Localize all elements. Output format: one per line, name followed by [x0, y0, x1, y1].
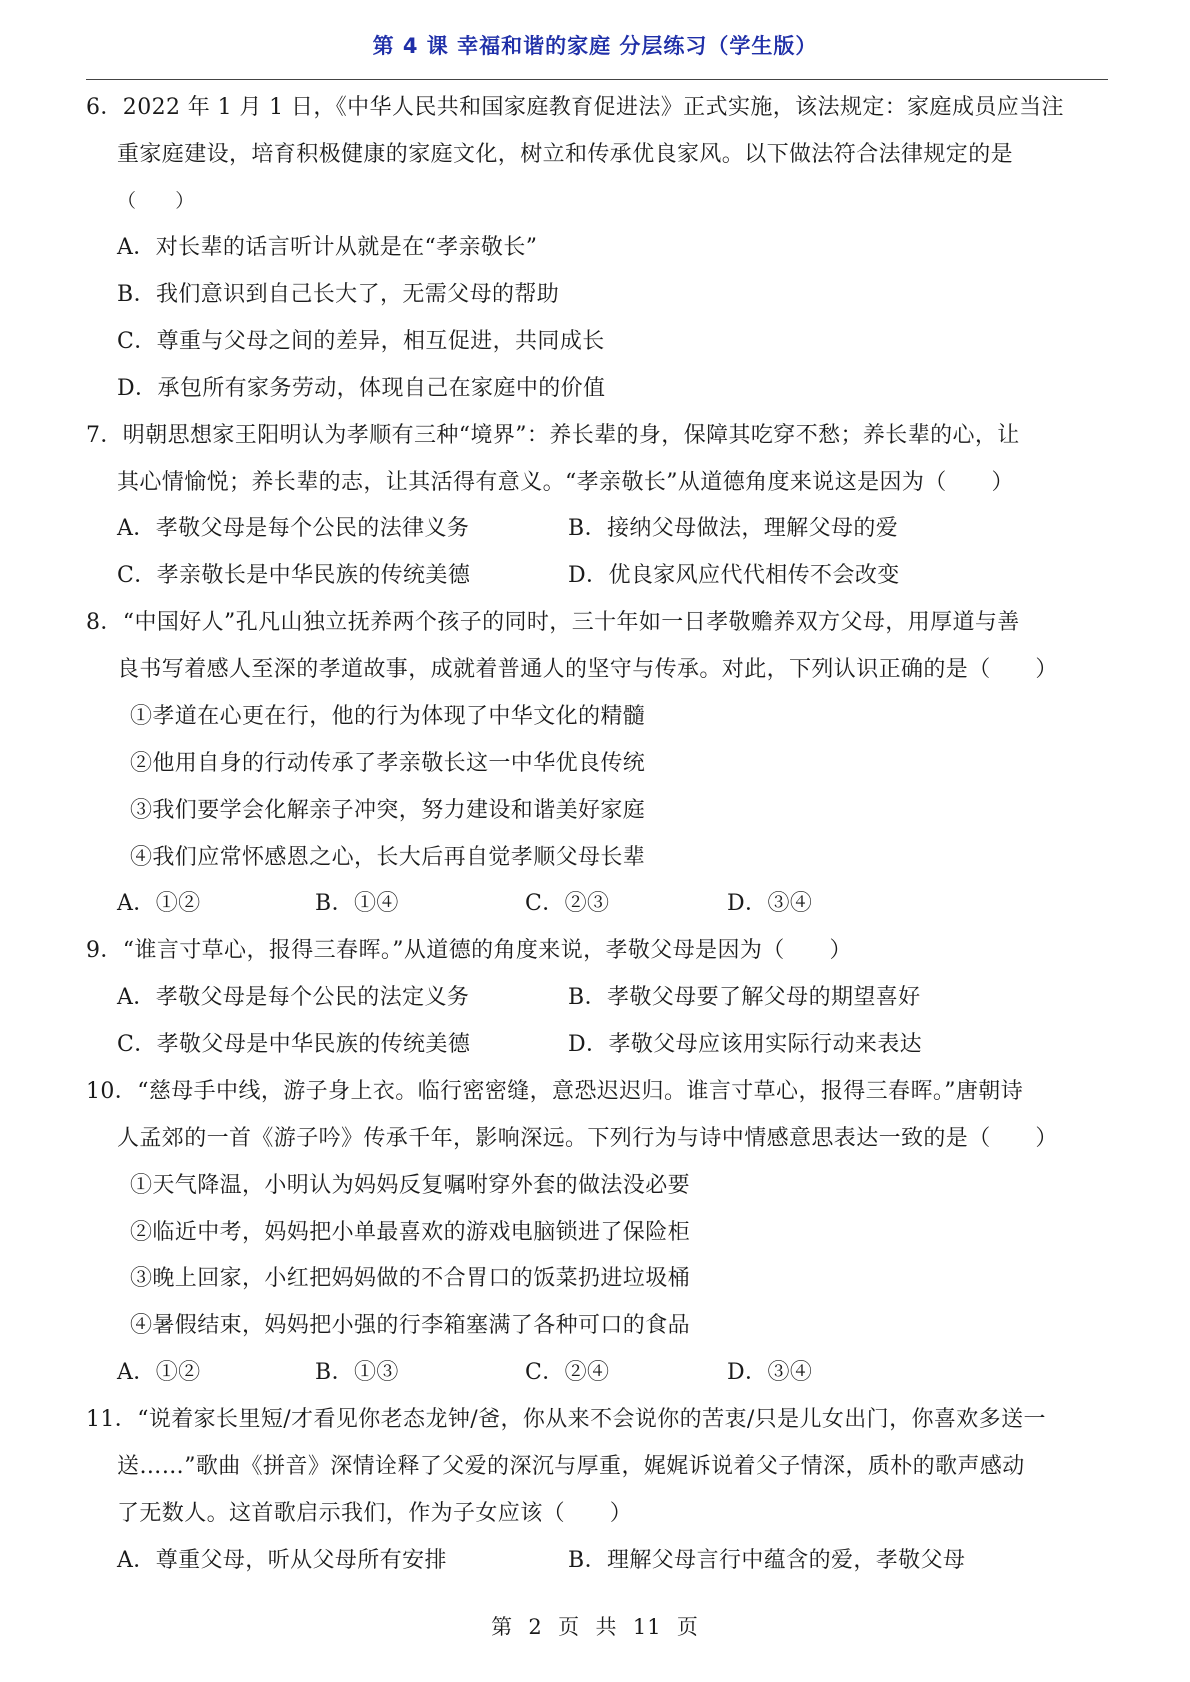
q7-stem-line-1: 7．明朝思想家王阳明认为孝顺有三种“境界”：养长辈的身，保障其吃穿不愁；养长辈的心，让 [86, 423, 1020, 448]
q9-option-a: A．孝敬父母是每个公民的法定义务 [117, 985, 470, 1010]
q8-option-d: D．③④ [727, 891, 813, 916]
q6-answer-blank: （ ） [117, 190, 195, 212]
q8-option-c: C．②③ [525, 891, 610, 916]
q9-option-d: D．孝敬父母应该用实际行动来表达 [568, 1032, 923, 1057]
page-header-title: 第 4 课 幸福和谐的家庭 分层练习（学生版） [372, 34, 818, 58]
q10-statement-4: ④暑假结束，妈妈把小强的行李箱塞满了各种可口的食品 [130, 1313, 691, 1338]
q10-stem-line-1: 10．“慈母手中线，游子身上衣。临行密密缝，意恐迟迟归。谁言寸草心，报得三春晖。”唐朝诗 [86, 1079, 1024, 1104]
q9-option-c: C．孝敬父母是中华民族的传统美德 [117, 1032, 471, 1057]
q7-option-d: D．优良家风应代代相传不会改变 [568, 563, 900, 588]
q11-stem-line-1: 11．“说着家长里短/才看见你老态龙钟/爸，你从来不会说你的苦衷/只是儿女出门，你喜欢多送一 [86, 1407, 1046, 1432]
q10-statement-1: ①天气降温，小明认为妈妈反复嘱咐穿外套的做法没必要 [130, 1173, 691, 1198]
q8-statement-3: ③我们要学会化解亲子冲突，努力建设和谐美好家庭 [130, 798, 646, 823]
q10-statement-3: ③晚上回家，小红把妈妈做的不合胃口的饭菜扔进垃圾桶 [130, 1266, 691, 1291]
q8-stem-line-1: 8．“中国好人”孔凡山独立抚养两个孩子的同时，三十年如一日孝敬赡养双方父母，用厚道与善 [86, 610, 1020, 635]
q7-option-a: A．孝敬父母是每个公民的法律义务 [117, 516, 470, 541]
q10-option-a: A．①② [117, 1360, 201, 1385]
q11-option-b: B．理解父母言行中蕴含的爱，孝敬父母 [568, 1548, 966, 1573]
q8-option-b: B．①④ [315, 891, 399, 916]
q8-option-a: A．①② [117, 891, 201, 916]
page-number-footer: 第 2 页 共 11 页 [491, 1615, 699, 1639]
header-divider [86, 79, 1108, 80]
q6-option-b: B．我们意识到自己长大了，无需父母的帮助 [117, 282, 560, 307]
q6-option-a: A．对长辈的话言听计从就是在“孝亲敬长” [117, 235, 538, 260]
q10-stem-line-2: 人孟郊的一首《游子吟》传承千年，影响深远。下列行为与诗中情感意思表达一致的是（ ） [117, 1126, 1058, 1151]
q7-stem-line-2: 其心情愉悦；养长辈的志，让其活得有意义。“孝亲敬长”从道德角度来说这是因为（ ） [117, 470, 1014, 495]
q6-option-d: D．承包所有家务劳动，体现自己在家庭中的价值 [117, 376, 606, 401]
q7-option-c: C．孝亲敬长是中华民族的传统美德 [117, 563, 471, 588]
q9-stem-line-1: 9．“谁言寸草心，报得三春晖。”从道德的角度来说，孝敬父母是因为（ ） [86, 938, 852, 963]
q6-stem-line-1: 6．2022 年 1 月 1 日，《中华人民共和国家庭教育促进法》正式实施，该法规定：家庭成员应当注 [86, 95, 1064, 120]
q10-option-d: D．③④ [727, 1360, 813, 1385]
q6-option-c: C．尊重与父母之间的差异，相互促进，共同成长 [117, 329, 605, 354]
q8-stem-line-2: 良书写着感人至深的孝道故事，成就着普通人的坚守与传承。对此，下列认识正确的是（ ） [117, 657, 1058, 682]
q10-option-b: B．①③ [315, 1360, 399, 1385]
q9-option-b: B．孝敬父母要了解父母的期望喜好 [568, 985, 921, 1010]
q11-option-a: A．尊重父母，听从父母所有安排 [117, 1548, 447, 1573]
q11-stem-line-2: 送……”歌曲《拼音》深情诠释了父爱的深沉与厚重，娓娓诉说着父子情深，质朴的歌声感动 [117, 1454, 1025, 1479]
q10-option-c: C．②④ [525, 1360, 610, 1385]
q11-stem-line-3: 了无数人。这首歌启示我们，作为子女应该（ ） [117, 1501, 633, 1526]
q8-statement-1: ①孝道在心更在行，他的行为体现了中华文化的精髓 [130, 704, 646, 729]
q6-stem-line-2: 重家庭建设，培育积极健康的家庭文化，树立和传承优良家风。以下做法符合法律规定的是 [117, 142, 1014, 167]
q7-option-b: B．接纳父母做法，理解父母的爱 [568, 516, 899, 541]
q10-statement-2: ②临近中考，妈妈把小单最喜欢的游戏电脑锁进了保险柜 [130, 1220, 691, 1245]
q8-statement-4: ④我们应常怀感恩之心，长大后再自觉孝顺父母长辈 [130, 845, 646, 870]
q8-statement-2: ②他用自身的行动传承了孝亲敬长这一中华优良传统 [130, 751, 646, 776]
